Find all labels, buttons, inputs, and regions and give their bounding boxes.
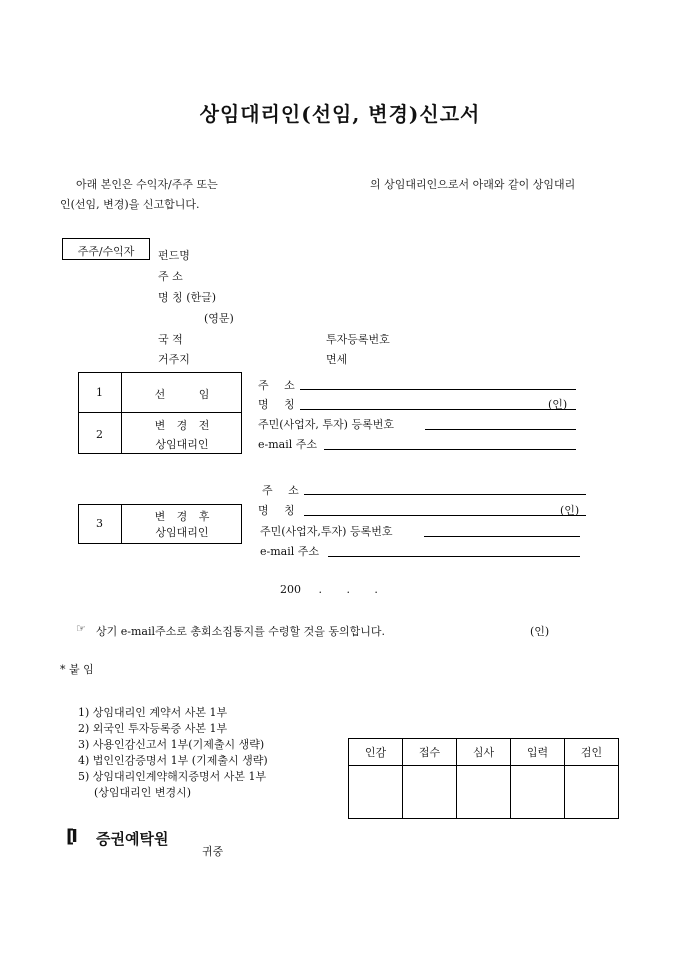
row2-label-bottom: 상임대리인 (155, 438, 209, 451)
approval-header: 심사 (457, 739, 511, 766)
residence-label: 거주지 (158, 353, 190, 366)
page-title: 상임대리인(선임, 변경)신고서 (199, 102, 481, 126)
approval-cell[interactable] (511, 766, 565, 819)
before-name-label: 명 칭 (258, 398, 295, 411)
intro-line2: 인(선임, 변경)을 신고합니다. (60, 198, 200, 211)
date-field[interactable]: 200 . . . (280, 583, 378, 596)
row1-number: 1 (96, 386, 103, 399)
attachment-item: 3) 사용인감신고서 1부(기제출시 생략) (78, 738, 265, 751)
row3-number: 3 (96, 517, 103, 530)
approval-cell[interactable] (457, 766, 511, 819)
consent-seal: (인) (530, 625, 550, 638)
attachments-heading: * 붙 임 (60, 663, 94, 676)
holder-name-en-label: (영문) (204, 312, 234, 325)
before-reg-no-line[interactable] (425, 429, 576, 430)
holder-label-box (62, 238, 150, 260)
attachment-item: 5) 상임대리인계약해지증명서 사본 1부 (78, 770, 267, 783)
intro-line1-left: 아래 본인은 수익자/주주 또는 (76, 178, 218, 191)
row1-label: 선 임 (154, 388, 210, 401)
logo-text: 증권예탁원 (96, 830, 169, 848)
table-divider (78, 412, 241, 413)
attachment-item: 2) 외국인 투자등록증 사본 1부 (78, 722, 228, 735)
approval-header: 검인 (565, 739, 619, 766)
after-reg-no-line[interactable] (424, 536, 580, 537)
before-reg-no-label: 주민(사업자, 투자) 등록번호 (258, 418, 394, 431)
intro-line1-right: 의 상임대리인으로서 아래와 같이 상임대리 (370, 178, 576, 191)
after-address-label: 주 소 (262, 484, 299, 497)
holder-name-kr-label: 명 칭 (한글) (158, 291, 217, 304)
investor-reg-no-label: 투자등록번호 (326, 333, 390, 346)
attachment-item-note: (상임대리인 변경시) (94, 786, 192, 799)
after-email-line[interactable] (328, 556, 580, 557)
row2-number: 2 (96, 428, 103, 441)
after-address-line[interactable] (304, 494, 586, 495)
approval-cell[interactable] (565, 766, 619, 819)
before-address-label: 주 소 (258, 379, 295, 392)
attachment-item: 1) 상임대리인 계약서 사본 1부 (78, 706, 228, 719)
pointing-hand-icon: ☞ (76, 622, 86, 635)
approval-header: 입력 (511, 739, 565, 766)
after-name-label: 명 칭 (258, 504, 295, 517)
before-email-line[interactable] (324, 449, 576, 450)
approval-header: 접수 (403, 739, 457, 766)
before-email-label: e-mail 주소 (258, 438, 317, 451)
consent-text: 상기 e-mail주소로 총회소집통지를 수령할 것을 동의합니다. (96, 625, 386, 638)
approval-cell[interactable] (349, 766, 403, 819)
before-address-line[interactable] (300, 389, 576, 390)
after-name-line[interactable] (304, 515, 586, 516)
fund-name-label: 펀드명 (158, 249, 190, 262)
before-name-line[interactable] (300, 409, 576, 410)
approval-header: 인감 (349, 739, 403, 766)
approval-stamp-table (348, 738, 619, 819)
row2-label-top: 변 경 전 (154, 419, 210, 432)
row3-label-top: 변 경 후 (154, 510, 210, 523)
after-reg-no-label: 주민(사업자,투자) 등록번호 (260, 525, 393, 538)
ksd-logo-icon: [I (66, 826, 75, 847)
holder-address-label: 주 소 (158, 270, 183, 283)
after-seal: (인) (560, 504, 580, 517)
recipient-label: 귀중 (202, 845, 224, 858)
approval-cell[interactable] (403, 766, 457, 819)
after-email-label: e-mail 주소 (260, 545, 319, 558)
before-seal: (인) (548, 398, 568, 411)
holder-label: 주주/수익자 (77, 245, 135, 258)
nationality-label: 국 적 (158, 333, 183, 346)
attachment-item: 4) 법인인감증명서 1부 (기제출시 생략) (78, 754, 268, 767)
tax-exempt-label: 면세 (326, 353, 348, 366)
row3-label-bottom: 상임대리인 (155, 526, 209, 539)
